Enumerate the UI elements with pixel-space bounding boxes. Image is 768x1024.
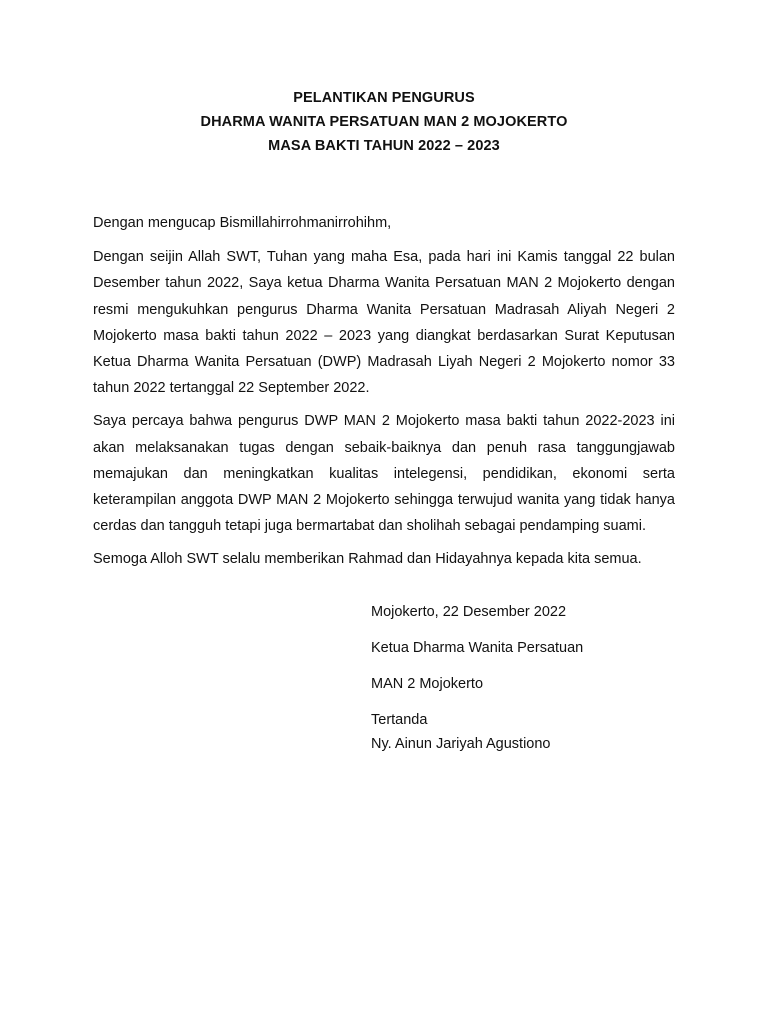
signature-block bbox=[371, 600, 691, 756]
signature-position: Ketua Dharma Wanita Persatuan bbox=[371, 640, 584, 656]
signature-name: Ny. Ainun Jariyah Agustiono bbox=[371, 736, 551, 752]
title-line-3: MASA BAKTI TAHUN 2022 – 2023 bbox=[268, 138, 500, 154]
paragraph-1: Dengan seijin Allah SWT, Tuhan yang maha Esa, pada hari ini Kamis tanggal 22 bulan Desember tahun 2022, Saya ketua Dharma Wanita Persatuan MAN 2 Mojokerto dengan resmi mengukuhkan pengurus Dharma Wanita Persatuan Madrasah Aliyah Negeri 2 Mojokerto masa bakti tahun 2022 – 2023 yang diangkat berdasarkan Surat Keputusan Ketua Dharma Wanita Persatuan (DWP) Madrasah Liyah Negeri 2 Mojokerto nomor 33 tahun 2022 tertanggal 22 September 2022. bbox=[93, 249, 675, 397]
greeting-text: Dengan mengucap Bismillahirrohmanirrohihm, bbox=[93, 215, 392, 231]
document-body bbox=[93, 210, 675, 573]
title-line-2: DHARMA WANITA PERSATUAN MAN 2 MOJOKERTO bbox=[200, 114, 568, 130]
signature-place-date: Mojokerto, 22 Desember 2022 bbox=[371, 604, 567, 620]
closing-text: Semoga Alloh SWT selalu memberikan Rahmad dan Hidayahnya kepada kita semua. bbox=[93, 551, 642, 568]
document-title bbox=[0, 86, 768, 158]
signature-institution: MAN 2 Mojokerto bbox=[371, 676, 484, 692]
signature-signed-label: Tertanda bbox=[371, 712, 428, 728]
title-line-1: PELANTIKAN PENGURUS bbox=[293, 90, 475, 106]
paragraph-2: Saya percaya bahwa pengurus DWP MAN 2 Mojokerto masa bakti tahun 2022-2023 ini akan melaksanakan tugas dengan sebaik-baiknya dan penuh rasa tanggungjawab memajukan dan meningkatkan kualitas intelegensi, pendidikan, ekonomi serta keterampilan anggota DWP MAN 2 Mojokerto sehingga terwujud wanita yang tidak hanya cerdas dan tangguh tetapi juga bermartabat dan sholihah sebagai pendamping suami. bbox=[93, 413, 675, 535]
